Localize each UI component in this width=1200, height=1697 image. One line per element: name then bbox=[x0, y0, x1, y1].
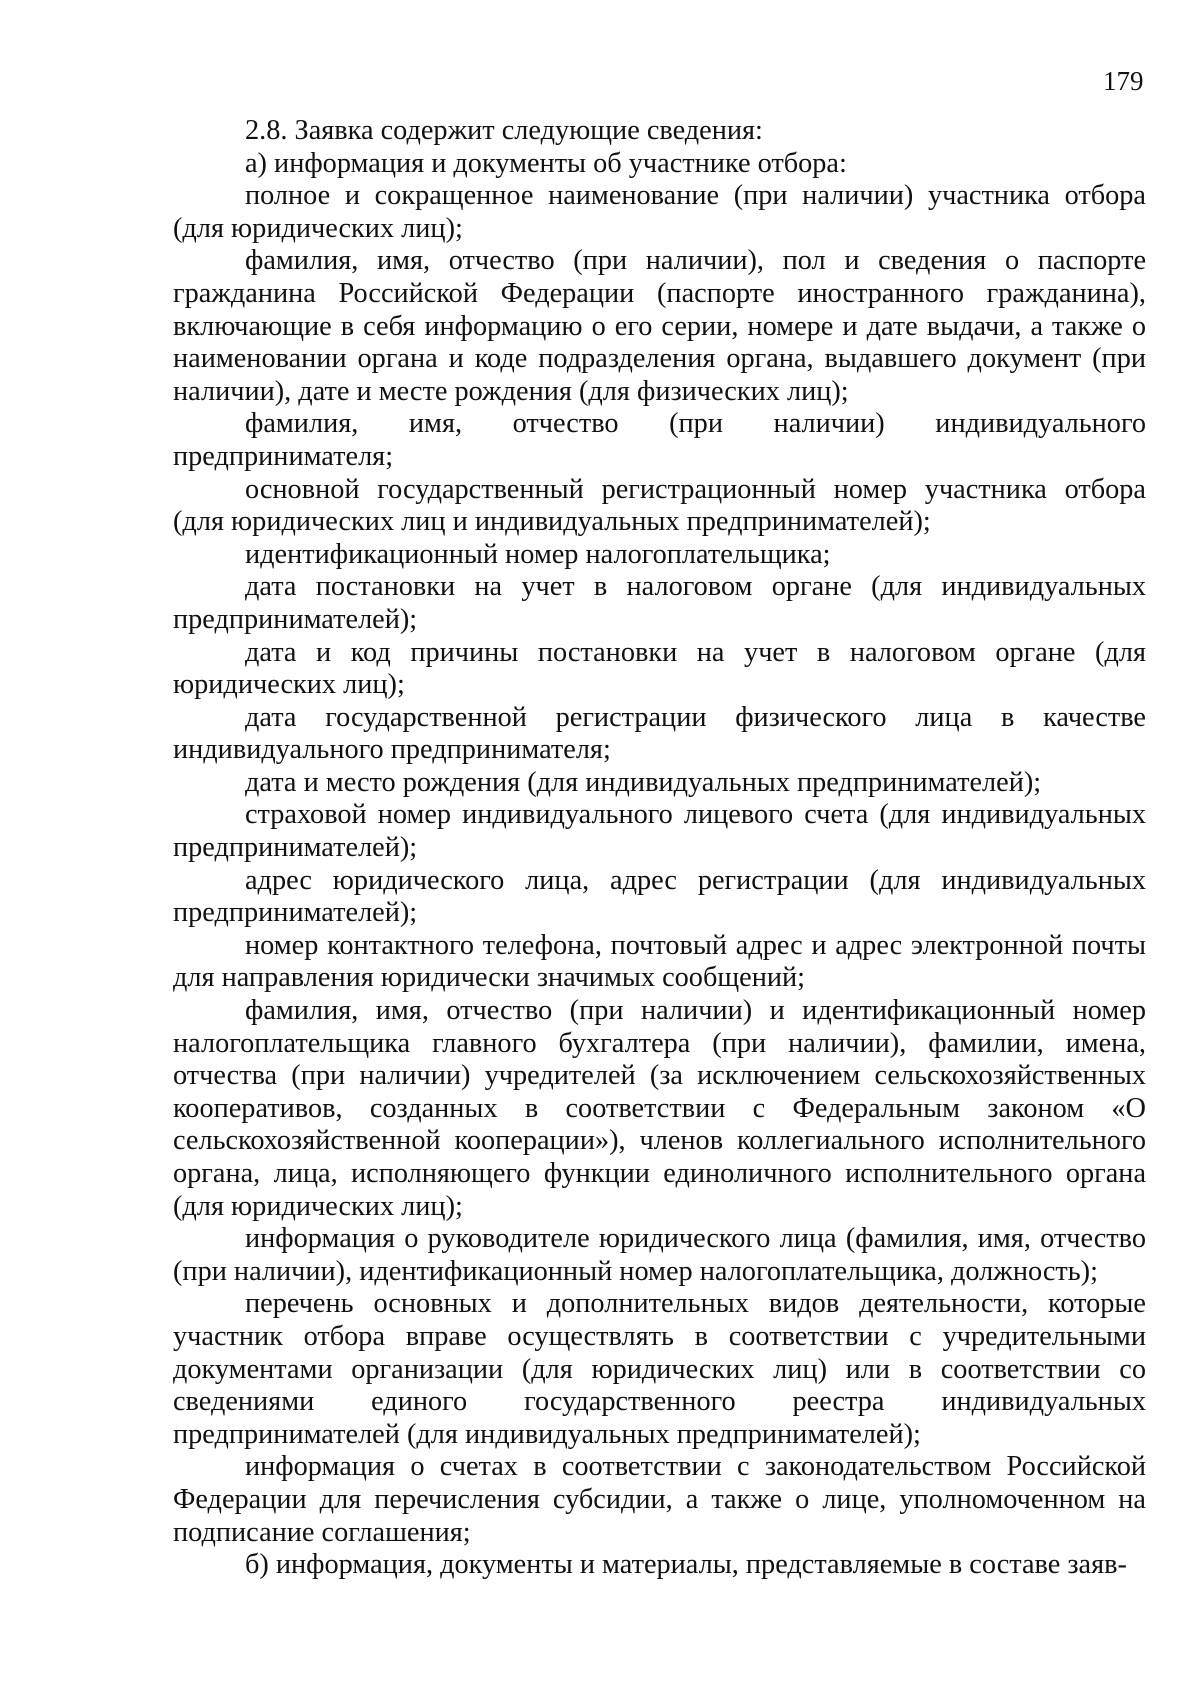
paragraph: фамилия, имя, отчество (при наличии) и идентификационный номер налогоплательщика главного бухгалтера (при наличии), фамилии, имена, отчества (при наличии) учредителей (за исключением сельскохозяйственных кооперативов, созданных в соответствии с Федеральным законом «О сельскохозяйственной кооперации»), членов коллегиального исполнительного органа, лица, исполняющего функции единоличного исполнительного органа (для юридических лиц); bbox=[173, 995, 1146, 1222]
paragraph: дата государственной регистрации физического лица в качестве индивидуального предпринимателя; bbox=[173, 701, 1146, 766]
paragraph: дата и место рождения (для индивидуальных предпринимателей); bbox=[245, 766, 1042, 798]
paragraph: адрес юридического лица, адрес регистрации (для индивидуальных предпринимателей); bbox=[173, 864, 1146, 929]
paragraph: фамилия, имя, отчество (при наличии) индивидуального предпринимателя; bbox=[173, 408, 1146, 472]
paragraph: полное и сокращенное наименование (при наличии) участника отбора (для юридических лиц); bbox=[173, 180, 1146, 244]
paragraph: б) информация, документы и материалы, представляемые в составе заяв- bbox=[245, 1549, 1127, 1581]
paragraph: фамилия, имя, отчество (при наличии), пол и сведения о паспорте гражданина Российской Федерации (паспорте иностранного гражданина), включающие в себя информацию о его серии, номере и дате выдачи, а также о наименовании органа и коде подразделения органа, выдавшего документ (при наличии), дате и месте рождения (для физических лиц); bbox=[173, 245, 1146, 407]
document-body bbox=[173, 115, 1146, 1582]
paragraph: номер контактного телефона, почтовый адрес и адрес электронной почты для направления юридически значимых сообщений; bbox=[173, 929, 1146, 994]
paragraph: информация о счетах в соответствии с законодательством Российской Федерации для перечисления субсидии, а также о лице, уполномоченном на подписание соглашения; bbox=[173, 1451, 1146, 1548]
paragraph: перечень основных и дополнительных видов деятельности, которые участник отбора вправе осуществлять в соответствии с учредительными документами организации (для юридических лиц) или в соответствии со сведениями единого государственного реестра индивидуальных предпринимателей (для индивидуальных предпринимателей); bbox=[173, 1288, 1146, 1450]
paragraph: дата постановки на учет в налоговом органе (для индивидуальных предпринимателей); bbox=[173, 571, 1146, 635]
paragraph: страховой номер индивидуального лицевого счета (для индивидуальных предпринимателей); bbox=[173, 799, 1146, 864]
page-number: 179 bbox=[1103, 66, 1144, 96]
paragraph: идентификационный номер налогоплательщика; bbox=[245, 538, 831, 570]
paragraph: дата и код причины постановки на учет в налоговом органе (для юридических лиц); bbox=[173, 636, 1146, 701]
paragraph: основной государственный регистрационный номер участника отбора (для юридических лиц и индивидуальных предпринимателей); bbox=[173, 473, 1146, 538]
paragraph: а) информация и документы об участнике отбора: bbox=[245, 147, 847, 179]
paragraph: 2.8. Заявка содержит следующие сведения: bbox=[245, 115, 763, 146]
paragraph: информация о руководителе юридического лица (фамилия, имя, отчество (при наличии), идентификационный номер налогоплательщика, должность); bbox=[173, 1223, 1146, 1287]
